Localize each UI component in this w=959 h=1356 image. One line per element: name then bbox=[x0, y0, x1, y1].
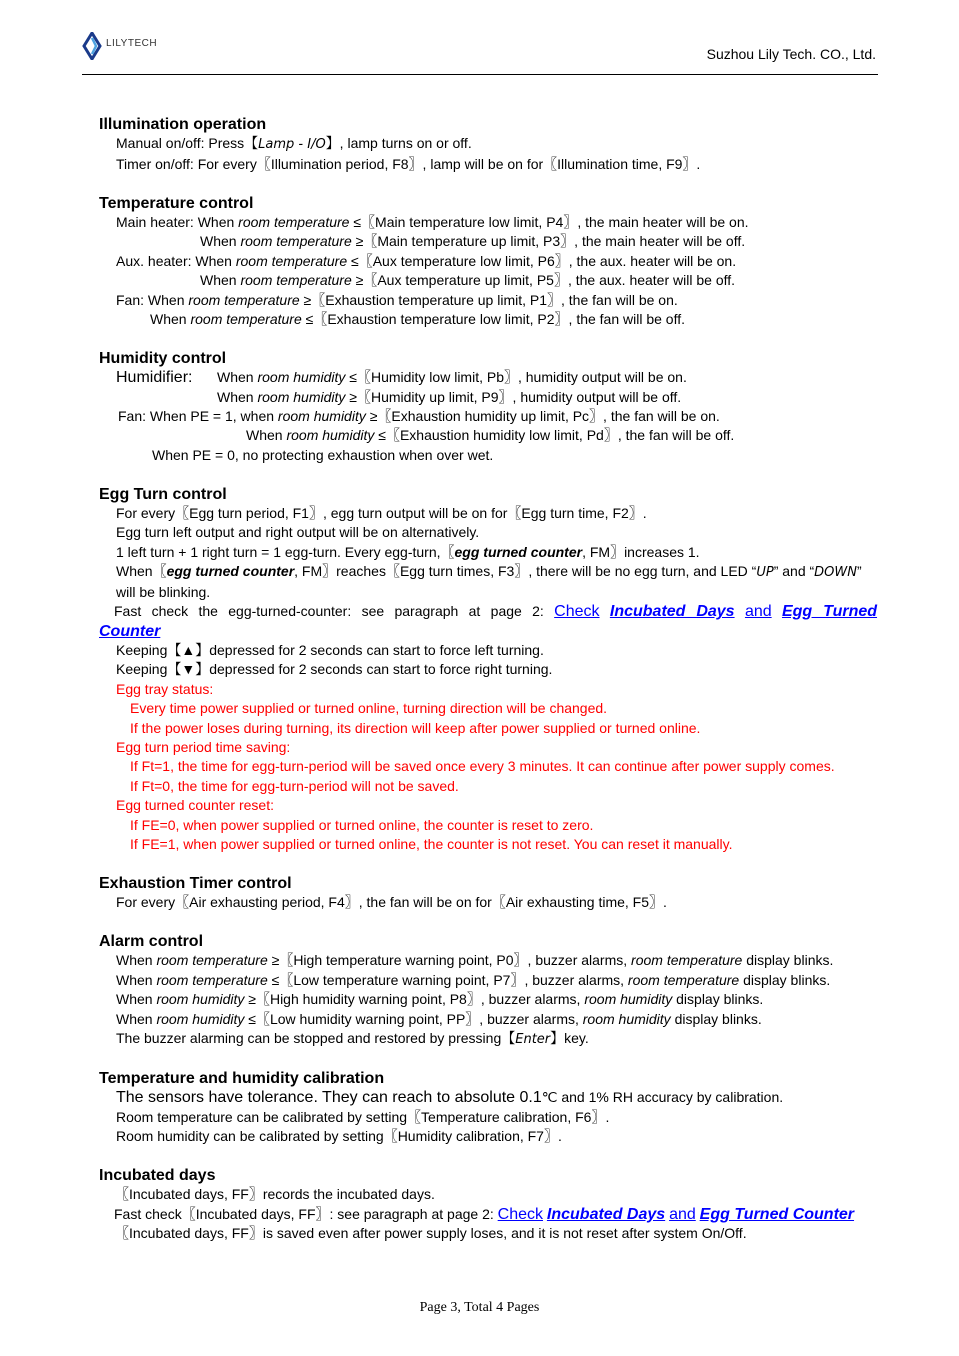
text-line: Manual on/off: Press【Lamp - I/O】, lamp turns on or off. bbox=[116, 135, 472, 153]
text-line: Main heater: When room temperature ≤〖Main temperature low limit, P4〗, the main heater will be on. bbox=[116, 214, 749, 231]
section-alarm bbox=[99, 932, 879, 1049]
company-name: Suzhou Lily Tech. CO., Ltd. bbox=[706, 46, 876, 62]
section-incubated-days bbox=[99, 1166, 879, 1244]
text-line-red: If Ft=1, the time for egg-turn-period will be saved once every 3 minutes. It can continue after power supply comes. bbox=[130, 758, 835, 775]
link-egg-turned[interactable]: Egg Turned bbox=[781, 603, 878, 621]
section-exhaustion bbox=[99, 874, 879, 913]
text-line-red: If FE=0, when power supplied or turned online, the counter is reset to zero. bbox=[130, 816, 594, 833]
text-line: When room temperature ≤〖Exhaustion temperature low limit, P2〗, the fan will be off. bbox=[150, 311, 686, 328]
section-calibration bbox=[99, 1069, 879, 1147]
text-line: Fan: When PE = 1, when room humidity ≥〖Exhaustion humidity up limit, Pc〗, the fan will be on. bbox=[118, 408, 720, 425]
link-egg-turned-counter[interactable]: Egg Turned Counter bbox=[699, 1205, 855, 1223]
link-incubated-days[interactable]: Incubated Days bbox=[609, 603, 735, 621]
text-line: The buzzer alarming can be stopped and restored by pressing【Enter】key. bbox=[116, 1030, 589, 1048]
text-line: For every〖Egg turn period, F1〗, egg turn output will be on for〖Egg turn time, F2〗. bbox=[116, 505, 647, 522]
text-line: When room temperature ≤〖Low temperature warning point, P7〗, buzzer alarms, room temperature display blinks. bbox=[116, 971, 831, 988]
text-line-red: If Ft=0, the time for egg-turn-period will not be saved. bbox=[130, 777, 459, 794]
section-title: Temperature and humidity calibration bbox=[99, 1069, 385, 1087]
text-line-red: If FE=1, when power supplied or turned online, the counter is not reset. You can reset it manually. bbox=[130, 835, 733, 852]
text-line: 〖Incubated days, FF〗records the incubated days. bbox=[115, 1186, 435, 1203]
document-body bbox=[99, 115, 879, 1263]
text-line: Room humidity can be calibrated by setting〖Humidity calibration, F7〗. bbox=[116, 1128, 562, 1145]
company-logo bbox=[82, 32, 157, 60]
text-line: Room temperature can be calibrated by setting〖Temperature calibration, F6〗. bbox=[116, 1108, 610, 1125]
text-line: will be blinking. bbox=[116, 583, 211, 600]
link-check[interactable]: Check bbox=[554, 603, 600, 621]
section-title: Temperature control bbox=[99, 194, 254, 212]
text-line: When room humidity ≥〖High humidity warning point, P8〗, buzzer alarms, room humidity display blinks. bbox=[116, 991, 764, 1008]
text-line: For every〖Air exhausting period, F4〗, the fan will be on for〖Air exhausting time, F5〗. bbox=[116, 894, 667, 911]
text-line bbox=[99, 622, 879, 641]
link-and[interactable]: and bbox=[669, 1205, 696, 1223]
section-humidity bbox=[99, 349, 879, 465]
text-line: Fast check〖Incubated days, FF〗: see paragraph at page 2: Check Incubated Days and Egg Turned Counter bbox=[114, 1205, 855, 1223]
link-and[interactable]: and bbox=[744, 603, 772, 621]
text-line: Fan: When room temperature ≥〖Exhaustion temperature up limit, P1〗, the fan will be on. bbox=[116, 291, 678, 308]
text-line: Humidifier: When room humidity ≤〖Humidity low limit, Pb〗, humidity output will be on. bbox=[116, 369, 687, 387]
text-line: 〖Incubated days, FF〗is saved even after power supply loses, and it is not reset after system On/Off. bbox=[115, 1225, 747, 1242]
text-line: When room temperature ≥〖High temperature warning point, P0〗, buzzer alarms, room temperature display blinks. bbox=[116, 952, 834, 969]
text-line-red: If the power loses during turning, its direction will keep after power supplied or turned online. bbox=[130, 719, 701, 736]
text-line-red: Every time power supplied or turned online, turning direction will be changed. bbox=[130, 700, 608, 717]
text-line: When PE = 0, no protecting exhaustion when over wet. bbox=[152, 446, 494, 463]
led-label-up: UP bbox=[756, 565, 774, 581]
section-title: Exhaustion Timer control bbox=[99, 874, 292, 892]
section-title: Incubated days bbox=[99, 1166, 216, 1184]
key-label: Enter bbox=[515, 1032, 551, 1048]
link-incubated-days[interactable]: Incubated Days bbox=[546, 1205, 666, 1223]
section-temperature bbox=[99, 194, 879, 330]
section-title: Illumination operation bbox=[99, 116, 267, 133]
text-line: Aux. heater: When room temperature ≤〖Aux temperature low limit, P6〗, the aux. heater will be on. bbox=[116, 252, 737, 269]
text-line-red: Egg tray status: bbox=[116, 680, 214, 697]
section-title: Alarm control bbox=[99, 932, 204, 950]
page-header bbox=[82, 30, 878, 75]
link-counter[interactable]: Counter bbox=[99, 622, 161, 640]
page-footer: Page 3, Total 4 Pages bbox=[419, 1300, 540, 1315]
text-line-red: Egg turn period time saving: bbox=[116, 738, 291, 755]
text-line: When room humidity ≥〖Humidity up limit, P9〗, humidity output will be off. bbox=[217, 388, 682, 405]
led-label-down: DOWN bbox=[814, 565, 857, 581]
key-label: Lamp - I/O bbox=[258, 137, 326, 153]
section-egg-turn bbox=[99, 485, 879, 855]
text-line: When〖egg turned counter, FM〗reaches〖Egg turn times, F3〗, there will be no egg turn, and LED “UP” and “DOWN” bbox=[116, 563, 862, 581]
text-line-red: Egg turned counter reset: bbox=[116, 797, 274, 814]
section-illumination bbox=[99, 115, 879, 174]
text-line: Keeping【▲】depressed for 2 seconds can start to force left turning. bbox=[116, 641, 544, 658]
text-line: Timer on/off: For every〖Illumination period, F8〗, lamp will be on for〖Illumination time, F9〗. bbox=[116, 155, 701, 172]
link-check[interactable]: Check bbox=[497, 1205, 544, 1223]
text-line: When room temperature ≥〖Aux temperature up limit, P5〗, the aux. heater will be off. bbox=[200, 272, 736, 289]
logo-text: LILYTECH bbox=[106, 37, 158, 49]
humidifier-label: Humidifier: bbox=[116, 369, 193, 387]
lilytech-logo-icon bbox=[82, 32, 102, 60]
text-line: Fast check the egg-turned-counter: see paragraph at page 2: Check Incubated Days and Egg Turned bbox=[114, 603, 878, 621]
section-title: Humidity control bbox=[99, 349, 227, 367]
text-line: Keeping【▼】depressed for 2 seconds can start to force right turning. bbox=[116, 661, 553, 678]
text-line: 1 left turn + 1 right turn = 1 egg-turn. Every egg-turn,〖egg turned counter, FM〗increases 1. bbox=[116, 543, 700, 560]
text-line: When room temperature ≥〖Main temperature up limit, P3〗, the main heater will be off. bbox=[200, 233, 746, 250]
section-title: Egg Turn control bbox=[99, 485, 227, 503]
text-line: The sensors have tolerance. They can reach to absolute 0.1℃ and 1% RH accuracy by calibration. bbox=[116, 1089, 784, 1107]
text-line: When room humidity ≤〖Low humidity warning point, PP〗, buzzer alarms, room humidity display blinks. bbox=[116, 1010, 762, 1027]
text-line: When room humidity ≤〖Exhaustion humidity low limit, Pd〗, the fan will be off. bbox=[246, 427, 735, 444]
text-line: Egg turn left output and right output will be on alternatively. bbox=[116, 524, 480, 541]
